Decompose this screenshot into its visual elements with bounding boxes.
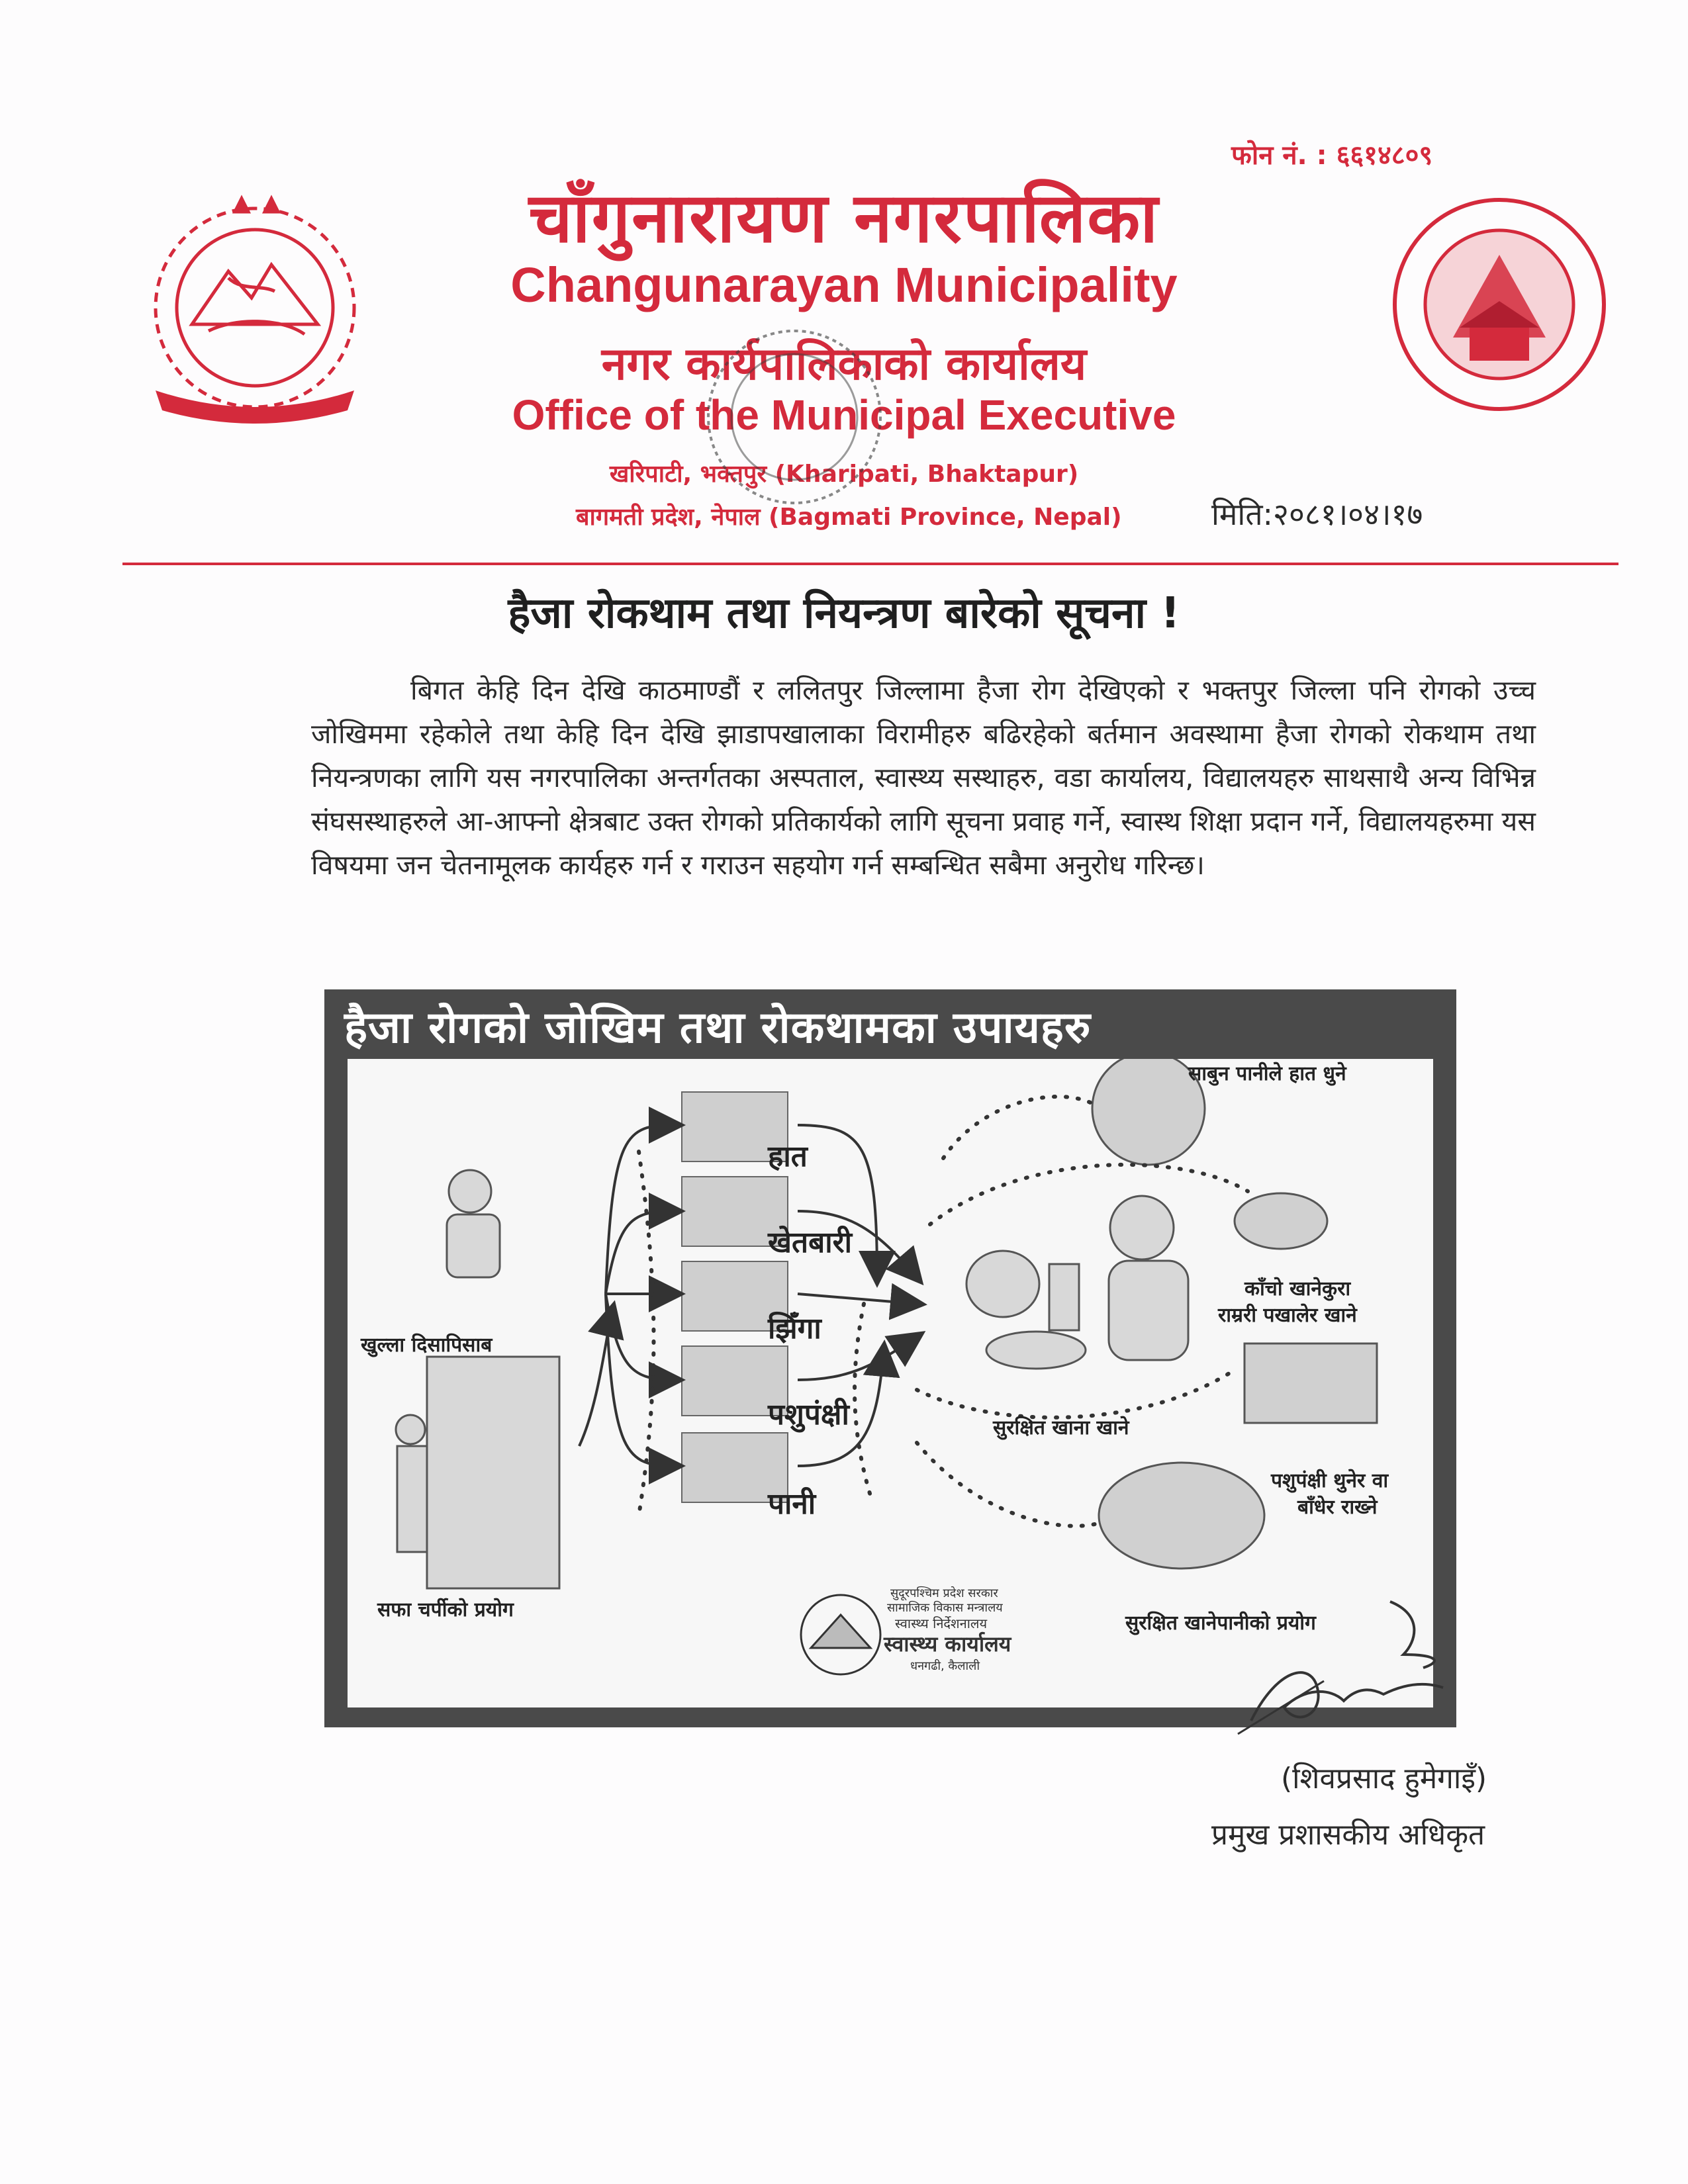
route-label-hand: हात: [768, 1140, 808, 1173]
header-divider: [122, 563, 1618, 565]
poster-title: हैजा रोगको जोखिम तथा रोकथामका उपायहरु: [344, 1002, 1092, 1053]
notice-date: मिति:२०८१।०४।१७: [1211, 496, 1423, 532]
vegetables-picture: [1235, 1193, 1327, 1249]
label-safe-water: सुरक्षित खानेपानीको प्रयोग: [1125, 1612, 1316, 1635]
poster-office-line-3: स्वास्थ्य निर्देशनालय: [895, 1615, 988, 1631]
poster-office-line-2: सामाजिक विकास मन्त्रालय: [887, 1601, 1003, 1615]
route-label-animals: पशुपंक्षी: [768, 1398, 849, 1432]
notice-subject: हैजा रोकथाम तथा नियन्त्रण बारेको सूचना !: [508, 589, 1180, 638]
toilet-shed: [427, 1357, 559, 1588]
water-picture: [1099, 1463, 1264, 1569]
office-stamp-seal: [688, 311, 900, 523]
signer-title: प्रमुख प्रशासकीय अधिकृत: [1211, 1818, 1485, 1852]
municipality-name-english: Changunarayan Municipality: [510, 257, 1178, 312]
address-line-1: खरिपाटी, भक्तपुर (Kharipati, Bhaktapur): [609, 461, 1079, 488]
office-name-english: Office of the Municipal Executive: [512, 391, 1176, 439]
poster-office-line-4: स्वास्थ्य कार्यालय: [884, 1631, 1011, 1657]
route-label-field: खेतबारी: [768, 1226, 852, 1259]
label-animals-2: बाँधेर राख्ने: [1297, 1496, 1378, 1519]
address-line-2: बागमती प्रदेश, नेपाल (Bagmati Province, Nepal): [576, 504, 1122, 531]
label-clean-toilet: सफा चर्पीको प्रयोग: [377, 1598, 514, 1621]
route-label-fly: झिँगा: [768, 1312, 821, 1345]
label-raw-food-2: राम्ररी पखालेर खाने: [1218, 1304, 1357, 1327]
label-handwash: साबुन पानीले हात धुने: [1188, 1062, 1346, 1085]
poster-office-line-5: धनगढी, कैलाली: [910, 1659, 980, 1673]
phone-number: फोन नं. : ६६१४८०९: [1231, 140, 1433, 171]
signer-name: (शिवप्रसाद हुमेगाइँ): [1281, 1762, 1487, 1796]
office-name-nepali: नगर कार्यपालिकाको कार्यालय: [601, 338, 1087, 390]
notice-body: बिगत केहि दिन देखि काठमाण्डौं र ललितपुर जिल्लामा हैजा रोग देखिएको र भक्तपुर जिल्ला पनि रोगको उच्च जोखिममा रहेकोले तथा केहि दिन देखि झाडापखालाका विरामीहरु बढिरहेको बर्तमान अवस्थामा हैजा रोगको रोकथाम तथा नियन्त्रणका लागि यस नगरपालिका अन्तर्गतका अस्पताल, स्वास्थ्य सस्थाहरु, वडा कार्यालय, विद्यालयहरु साथसाथै अन्य विभिन्न संघसस्थाहरुले आ-आफ्नो क्षेत्रबाट उक्त रोगको प्रतिकार्यको लागि सूचना प्रवाह गर्ने, स्वास्थ शिक्षा प्रदान गर्ने, विद्यालयहरुमा यस विषयमा जन चेतनामूलक कार्यहरु गर्न र गराउन सहयोग गर्न सम्बन्धित सबैमा अनुरोध गरिन्छ।: [311, 674, 1536, 881]
route-label-water: पानी: [768, 1487, 816, 1521]
municipality-name-nepali: चाँगुनारायण नगरपालिका: [528, 177, 1160, 258]
label-safe-food: सुरक्षित खाना खाने: [993, 1416, 1129, 1439]
label-raw-food-1: काँचो खानेकुरा: [1244, 1277, 1351, 1300]
label-animals-1: पशुपंक्षी थुनेर वा: [1271, 1469, 1389, 1492]
label-open-defecation: खुल्ला दिसापिसाब: [361, 1334, 492, 1357]
handwritten-signature: [1225, 1588, 1450, 1747]
poster-office-line-1: सुदूरपश्चिम प्रदेश सरकार: [890, 1586, 998, 1600]
municipality-seal-logo: [1390, 195, 1609, 414]
animal-pen-picture: [1244, 1343, 1377, 1423]
